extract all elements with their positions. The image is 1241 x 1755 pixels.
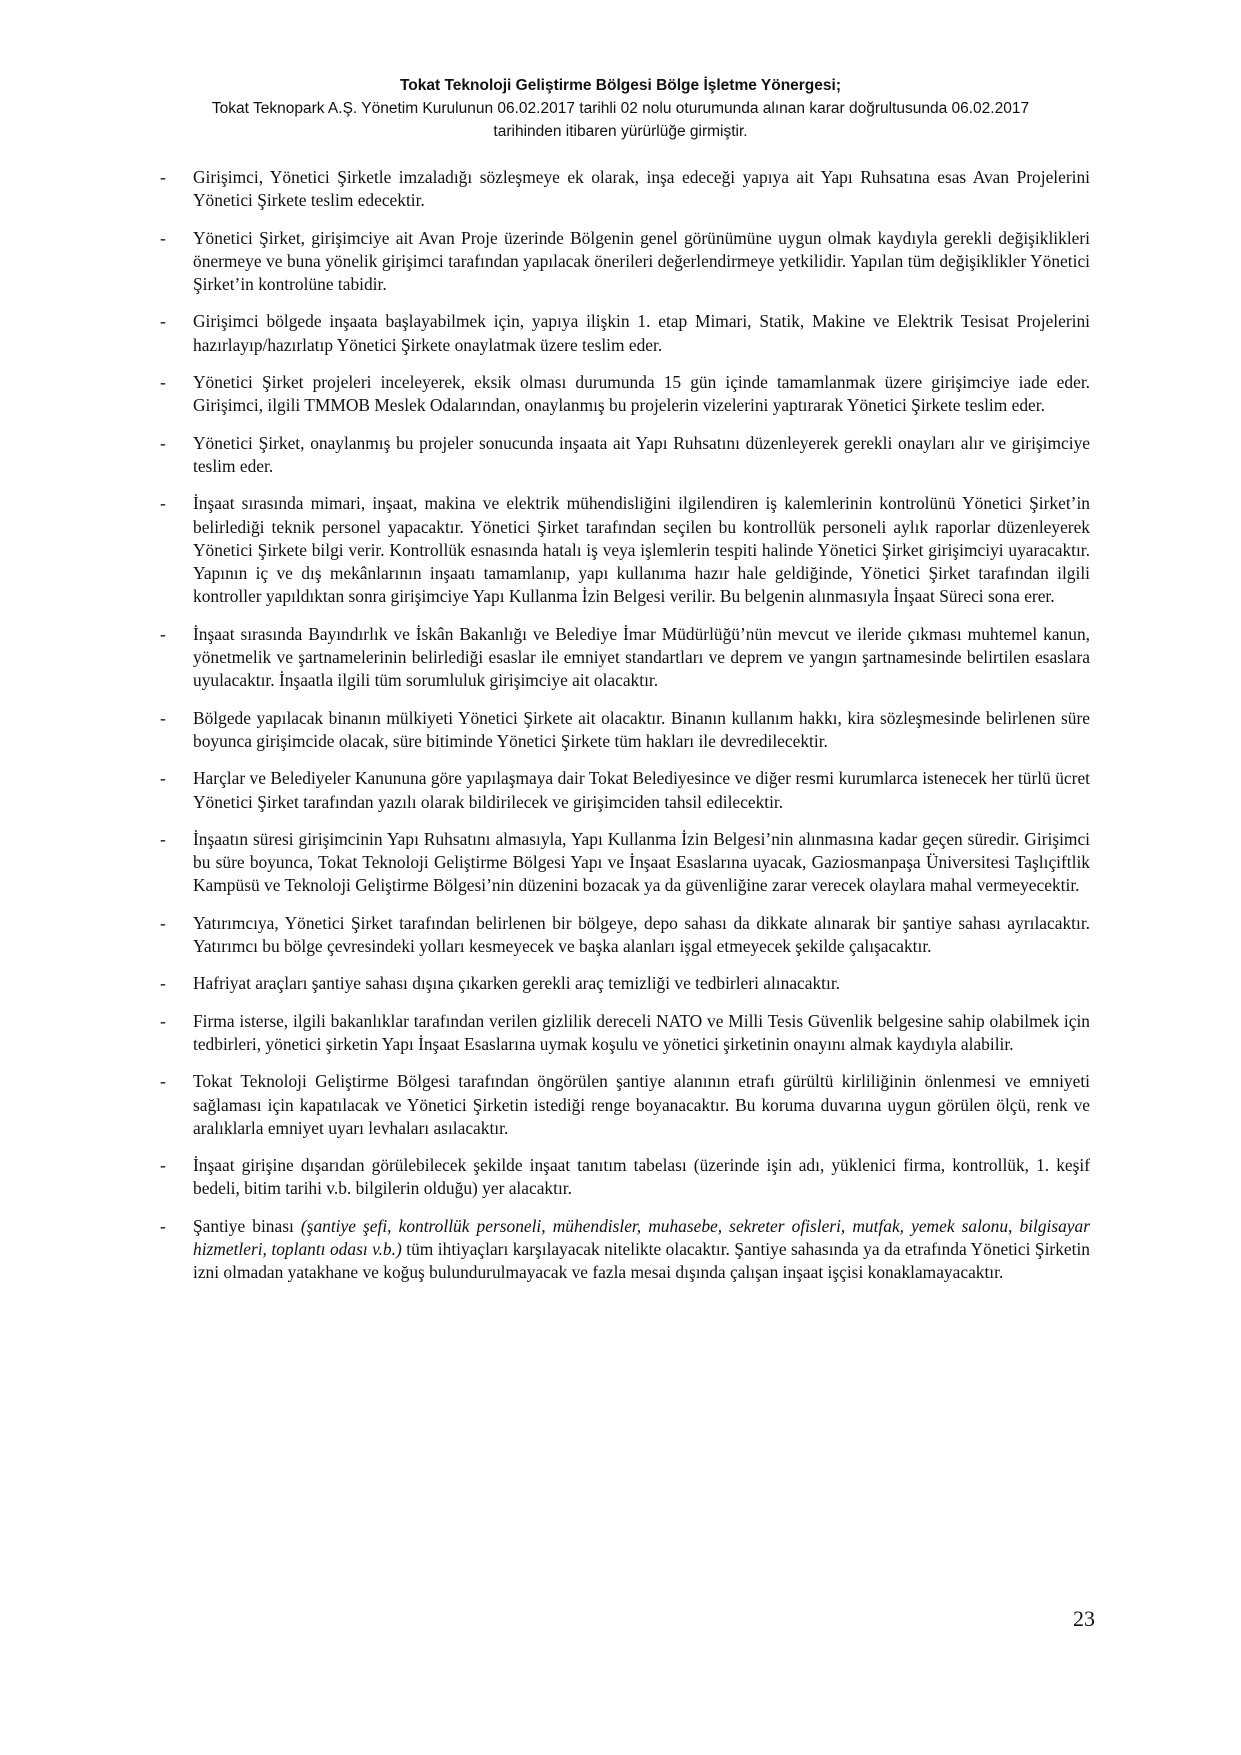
list-item-text: Hafriyat araçları şantiye sahası dışına çıkarken gerekli araç temizliği ve tedbirleri alınacaktır. [193, 973, 841, 994]
bullet-dash: - [160, 912, 166, 933]
document-subtitle-line-2: tarihinden itibaren yürürlüğe girmiştir. [493, 123, 748, 140]
list-item-text: Yatırımcıya, Yönetici Şirket tarafından belirlenen bir bölgeye, depo sahası da dikkate alınarak bir şantiye sahası ayrılacaktır. Yatırımcı bu bölge çevresindeki yolları kesmeyecek ve başka alanları işgal etmeyecek şekilde çalışacaktır. [193, 912, 1090, 957]
list-item-text: Yönetici Şirket, girişimciye ait Avan Proje üzerinde Bölgenin genel görünümüne uygun olmak kaydıyla gerekli değişiklikleri önermeye ve buna yönelik girişimci tarafından yapılacak önerileri değerlendirmeye yetkilidir. Yapılan tüm değişiklikler Yönetici Şirket’in kontrolüne tabidir. [193, 227, 1090, 295]
document-subtitle-line-1: Tokat Teknopark A.Ş. Yönetim Kurulunun 06.02.2017 tarihli 02 nolu oturumunda alınan karar doğrultusunda 06.02.2017 [211, 100, 1030, 117]
list-item-text: Bölgede yapılacak binanın mülkiyeti Yönetici Şirkete ait olacaktır. Binanın kullanım hakkı, kira sözleşmesinde belirlenen süre boyunca girişimcide olacak, süre bitiminde Yönetici Şirkete tüm hakları ile devredilecektir. [193, 707, 1090, 751]
list-item [160, 310, 1090, 357]
page-number: 23 [1073, 1606, 1095, 1631]
list-item-suffix: tüm ihtiyaçları karşılayacak nitelikte olacaktır. Şantiye sahasında ya da etrafında Yönetici Şirketin izni olmadan yatakhane ve koğuş bulundurulmayacak ve fazla mesai dışında çalışan inşaat işçisi konaklamayacaktır. [193, 1238, 1090, 1283]
list-item [160, 828, 1090, 898]
bullet-dash: - [160, 493, 166, 514]
list-item [160, 767, 1090, 814]
bullet-dash: - [160, 1155, 166, 1176]
bullet-dash: - [160, 768, 166, 789]
list-item [160, 623, 1090, 693]
list-item [160, 371, 1090, 418]
list-item-text: İnşaatın süresi girişimcinin Yapı Ruhsatını almasıyla, Yapı Kullanma İzin Belgesi’nin alınmasına kadar geçen süredir. Girişimci bu süre boyunca, Tokat Teknoloji Geliştirme Bölgesi Yapı ve İnşaat Esaslarına uyacak, Gaziosmanpaşa Üniversitesi Taşlıçiftlik Kampüsü ve Teknoloji Geliştirme Bölgesi’nin düzenini bozacak ya da güvenliğine zarar verecek olaylara mahal vermeyecektir. [193, 828, 1090, 896]
bullet-dash: - [160, 973, 166, 994]
list-item-text: Girişimci bölgede inşaata başlayabilmek için, yapıya ilişkin 1. etap Mimari, Statik, Makine ve Elektrik Tesisat Projelerini hazırlayıp/hazırlatıp Yönetici Şirkete onaylatmak üzere teslim eder. [193, 311, 1090, 355]
list-item-italic: (şantiye şefi, kontrollük personeli, mühendisler, muhasebe, sekreter ofisleri, mutfak, yemek salonu, bilgisayar hizmetleri, toplantı odası v.b.) [193, 1215, 1090, 1259]
list-item-text: Yönetici Şirket projeleri inceleyerek, eksik olması durumunda 15 gün içinde tamamlanmak üzere girişimciye iade eder. Girişimci, ilgili TMMOB Meslek Odalarından, onaylanmış bu projelerin vizelerini yaptırarak Yönetici Şirkete teslim eder. [193, 372, 1090, 416]
bullet-dash: - [160, 372, 166, 393]
bullet-dash: - [160, 167, 166, 187]
bullet-dash: - [160, 432, 166, 453]
list-item-text: Girişimci, Yönetici Şirketle imzaladığı sözleşmeye ek olarak, inşa edeceği yapıya ait Yapı Ruhsatına esas Avan Projelerini Yönetici Şirkete teslim edecektir. [193, 167, 1090, 211]
bullet-dash: - [160, 707, 166, 728]
bullet-dash: - [160, 227, 166, 248]
list-item [160, 707, 1090, 754]
list-item [160, 166, 1090, 213]
list-item-text: İnşaat girişine dışarıdan görülebilecek şekilde inşaat tanıtım tabelası (üzerinde işin adı, yüklenici firma, kontrollük, 1. keşif bedeli, bitim tarihi v.b. bilgilerin olduğu) yer alacaktır. [193, 1155, 1090, 1199]
list-item [160, 432, 1090, 479]
list-item [160, 972, 1090, 995]
list-item-text: İnşaat sırasında Bayındırlık ve İskân Bakanlığı ve Belediye İmar Müdürlüğü’nün mevcut ve ileride çıkması muhtemel kanun, yönetmelik ve şartnamelerinin belirlediği esaslar ile emniyet standartları ve deprem ve yangın şartnamesinde belirtilen esaslara uyulacaktır. İnşaatla ilgili tüm sorumluluk girişimciye ait olacaktır. [193, 623, 1090, 691]
bullet-dash: - [160, 828, 166, 849]
list-item [160, 1154, 1090, 1201]
list-item [160, 1070, 1090, 1140]
list-item [160, 1215, 1090, 1285]
list-item-text: Harçlar ve Belediyeler Kanununa göre yapılaşmaya dair Tokat Belediyesince ve diğer resmi kurumlarca istenecek her türlü ücret Yönetici Şirket tarafından yazılı olarak bildirilecek ve girişimciden tahsil edilecektir. [193, 768, 1090, 812]
page-header [0, 74, 1241, 143]
document-title: Tokat Teknoloji Geliştirme Bölgesi Bölge İşletme Yönergesi; [399, 77, 841, 94]
bullet-dash: - [160, 1071, 166, 1092]
list-item-text: Yönetici Şirket, onaylanmış bu projeler sonucunda inşaata ait Yapı Ruhsatını düzenleyerek gerekli onayları alır ve girişimciye teslim eder. [193, 432, 1090, 476]
bullet-dash: - [160, 1215, 166, 1236]
document-body [160, 166, 1090, 1299]
bullet-dash: - [160, 623, 166, 644]
list-item-text: İnşaat sırasında mimari, inşaat, makina ve elektrik mühendisliğini ilgilendiren iş kalemlerinin kontrolünü Yönetici Şirket’in belirlediği teknik personel yapacaktır. Yönetici Şirket tarafından seçilen bu kontrollük personeli aylık raporlar düzenleyerek Yönetici Şirkete bilgi verir. Kontrollük esnasında hatalı iş veya işlemlerin tespiti halinde Yönetici Şirket girişimciyi uyaracaktır. Yapının iç ve dış mekânlarının inşaatı tamamlanıp, yapı kullanıma hazır hale geldiğinde, Yönetici Şirket tarafından ilgili kontroller yapıldıktan sonra girişimciye Yapı Kullanma İzin Belgesi verilir. Bu belgenin alınmasıyla İnşaat Süreci sona erer. [193, 493, 1090, 607]
list-item-text: Firma isterse, ilgili bakanlıklar tarafından verilen gizlilik dereceli NATO ve Milli Tesis Güvenlik belgesine sahip olabilmek için tedbirleri, yönetici şirketin Yapı İnşaat Esaslarına uymak koşulu ve yönetici şirketinin onayını almak kaydıyla alabilir. [193, 1010, 1090, 1054]
list-item [160, 227, 1090, 297]
list-item [160, 912, 1090, 959]
bullet-dash: - [160, 311, 166, 332]
list-item [160, 1010, 1090, 1057]
list-item-prefix: Şantiye binası [193, 1215, 301, 1236]
list-item [160, 492, 1090, 608]
list-item-text: Tokat Teknoloji Geliştirme Bölgesi tarafından öngörülen şantiye alanının etrafı gürültü kirliliğinin önlenmesi ve emniyeti sağlaması için kapatılacak ve Yönetici Şirketin istediği renge boyanacaktır. Bu koruma duvarına uygun görülen ölçü, renk ve aralıklarla emniyet uyarı levhaları asılacaktır. [193, 1071, 1090, 1138]
bullet-dash: - [160, 1010, 166, 1031]
